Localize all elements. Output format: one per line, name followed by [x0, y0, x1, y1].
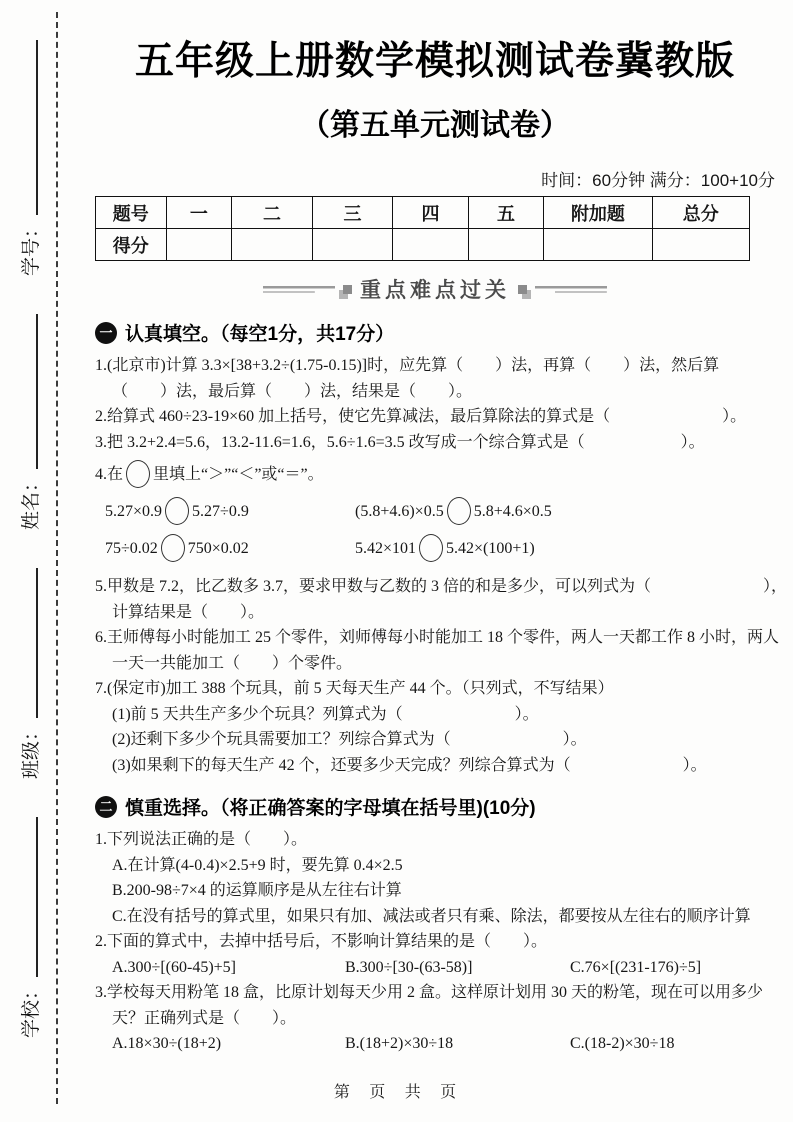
compare-item: [355, 497, 552, 525]
option-item: B.(18+2)×30÷18: [345, 1035, 454, 1052]
exam-page: [95, 0, 788, 1057]
score-table-header-row: [96, 197, 750, 229]
score-table: [95, 196, 750, 261]
sidebar-blank-line-name: [21, 314, 38, 469]
question-line: (2)还剩下多少个玩具需要加工？列综合算式为（ ）。: [112, 731, 587, 748]
banner-ornament-left-icon: [343, 285, 352, 294]
exam-time-score-meta: 时间：60分钟 满分：100+10分: [541, 171, 775, 190]
sidebar-blank-line-class: [21, 568, 38, 718]
question-line: (1)前 5 天共生产多少个玩具？列算式为（ ）。: [112, 705, 539, 723]
score-cell: [232, 229, 313, 261]
question-text: 里填上“＞”“＜”或“＝”。: [153, 466, 324, 483]
option-item: A.18×30÷(18+2): [112, 1035, 222, 1052]
question-line: (3)如果剩下的每天生产 42 个，还要多少天完成？列综合算式为（ ）。: [112, 756, 707, 774]
question-line: 3.学校每天用粉笔 18 盒，比原计划每天少用 2 盒。这样原计划用 30 天的粉笔，现在可以用多少: [95, 984, 764, 1001]
compare-item: [105, 534, 355, 562]
option-item: A.300÷[(60-45)+5]: [112, 958, 236, 976]
compare-row: [95, 534, 775, 562]
sidebar-field-label-class: 班级：: [20, 721, 42, 779]
option-line: B.200-98÷7×4 的运算顺序是从左往右计算: [112, 882, 402, 899]
compare-circle-icon: [419, 534, 443, 562]
compare-circle-icon: [447, 497, 471, 525]
sidebar-field-label-student-no: 学号：: [20, 218, 42, 276]
section-1-title: 认真填空。（每空1分，共17分）: [125, 324, 395, 345]
score-table-header-cell: 四: [393, 197, 469, 229]
question-line: 7.(保定市)加工 388 个玩具，前 5 天每天生产 44 个。（只列式，不写结果）: [95, 680, 614, 697]
question-line: 1.(北京市)计算 3.3×[38+3.2÷(1.75-0.15)]时，应先算（ ）法，再算（ ）法，然后算: [95, 357, 720, 374]
banner-ornament-right-icon: [518, 285, 527, 294]
question-line: 1.下列说法正确的是（ ）。: [95, 831, 308, 848]
page-subtitle: （第五单元测试卷）: [300, 109, 570, 142]
question-line: 2.下面的算式中，去掉中括号后，不影响计算结果的是（ ）。: [95, 933, 548, 950]
score-table-header-cell: 二: [232, 197, 313, 229]
question-line: 计算结果是（ ）。: [112, 603, 265, 621]
compare-right: 750×0.02: [187, 540, 249, 557]
compare-right: 5.27÷0.9: [192, 503, 249, 520]
banner-line-left-icon: [263, 285, 335, 294]
compare-right: 5.42×(100+1): [446, 540, 535, 557]
question-line: [95, 460, 775, 488]
option-item: C.76×[(231-176)÷5]: [570, 958, 702, 976]
option-item: B.300÷[30-(63-58)]: [345, 958, 473, 976]
score-table-header-cell: 五: [468, 197, 544, 229]
score-table-header-cell: 附加题: [544, 197, 652, 229]
section-1-number-icon: 一: [95, 322, 117, 344]
question-line: 一天一共能加工（ ）个零件。: [112, 654, 353, 672]
score-row-label: 得分: [96, 229, 167, 261]
binding-margin: [8, 20, 50, 1082]
question-line: 2.给算式 460÷23-19×60 加上括号，使它先算减法，最后算除法的算式是（ ）。: [95, 408, 747, 425]
score-table-header-cell: 一: [166, 197, 232, 229]
page-title: 五年级上册数学模拟测试卷冀教版: [134, 40, 735, 83]
score-cell: [468, 229, 544, 261]
compare-item: [105, 497, 355, 525]
option-line: C.在没有括号的算式里，如果只有加、减法或者只有乘、除法，都要按从左往右的顺序计算: [112, 907, 751, 925]
section-banner: [95, 274, 775, 304]
compare-circle-icon: [126, 460, 150, 488]
question-line: （ ）法，最后算（ ）法，结果是（ ）。: [112, 382, 473, 400]
score-table-header-cell: 总分: [652, 197, 749, 229]
score-table-header-cell: 三: [312, 197, 393, 229]
compare-left: 5.42×101: [355, 540, 417, 557]
score-cell: [544, 229, 652, 261]
question-line: 3.把 3.2+2.4=5.6，13.2-11.6=1.6，5.6÷1.6=3.5 改写成一个综合算式是（ ）。: [95, 433, 705, 451]
sidebar-field-label-name: 姓名：: [20, 472, 42, 530]
question-line: 5.甲数是 7.2，比乙数多 3.7，要求甲数与乙数的 3 倍的和是多少，可以列式为（ ），: [95, 578, 788, 595]
sidebar-field-label-school: 学校：: [20, 980, 42, 1038]
question-text: 4.在: [95, 466, 124, 483]
score-cell: [312, 229, 393, 261]
score-cell: [166, 229, 232, 261]
banner-title: 重点难点过关: [360, 279, 510, 302]
sidebar-blank-line-school: [21, 817, 38, 977]
page-footer: 第 页 共 页: [333, 1084, 460, 1101]
option-item: C.(18-2)×30÷18: [570, 1035, 675, 1052]
compare-right: 5.8+4.6×0.5: [473, 503, 552, 520]
question-line: 6.王师傅每小时能加工 25 个零件，刘师傅每小时能加工 18 个零件，两人一天都工作 8 小时，两人: [95, 629, 780, 646]
compare-left: (5.8+4.6)×0.5: [355, 503, 444, 520]
sidebar-blank-line-student-no: [21, 40, 38, 215]
option-row: [95, 955, 775, 981]
section-2-header: [95, 793, 775, 820]
score-cell: [393, 229, 469, 261]
compare-circle-icon: [165, 497, 189, 525]
banner-line-right-icon: [535, 285, 607, 294]
score-table-score-row: [96, 229, 750, 261]
compare-circle-icon: [161, 534, 185, 562]
question-line: 天？正确列式是（ ）。: [112, 1009, 297, 1027]
option-row: [95, 1031, 775, 1057]
score-table-header-cell: 题号: [96, 197, 167, 229]
section-2-title: 慎重选择。（将正确答案的字母填在括号里)(10分): [125, 798, 536, 819]
binding-dashed-line: [56, 12, 58, 1104]
score-cell: [652, 229, 749, 261]
section-2-number-icon: 二: [95, 796, 117, 818]
compare-item: [355, 534, 535, 562]
compare-left: 5.27×0.9: [105, 503, 163, 520]
compare-left: 75÷0.02: [105, 540, 158, 557]
compare-row: [95, 497, 775, 525]
option-line: A.在计算(4-0.4)×2.5+9 时，要先算 0.4×2.5: [112, 856, 403, 874]
section-1-header: [95, 319, 775, 346]
